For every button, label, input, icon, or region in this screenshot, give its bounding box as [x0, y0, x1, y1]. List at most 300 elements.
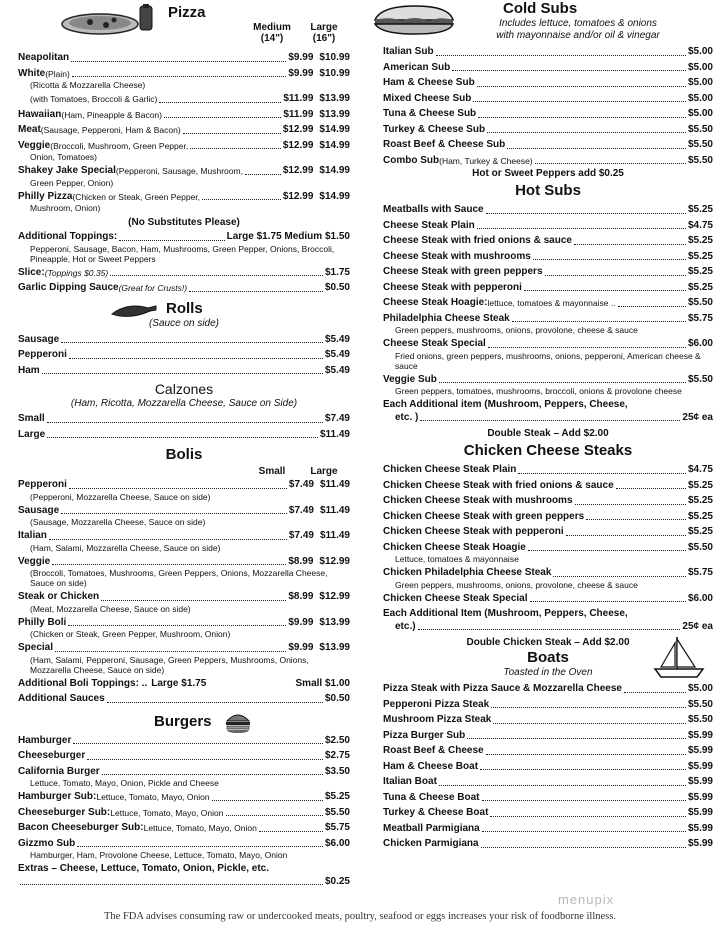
item-price-large: $11.49: [319, 530, 350, 541]
garlic-price: $0.50: [324, 282, 350, 293]
item-line: [18, 334, 350, 347]
boat-row: [383, 792, 713, 805]
leader-dots: [202, 199, 281, 200]
bolis-list: [18, 479, 350, 675]
burgers-header: [18, 709, 350, 733]
item-price: $5.75: [324, 822, 350, 833]
boli-row: [18, 479, 350, 502]
cold-subs-subtitle-2: with mayonnaise and/or oil & vinegar: [496, 30, 660, 41]
boli-row: [18, 642, 350, 675]
item-price-large: $12.99: [319, 591, 350, 602]
item-desc: (Broccoli, Mushroom, Green Pepper,: [50, 140, 189, 151]
item-line: [18, 505, 350, 518]
item-name: Chicken Cheese Steak Hoagie: [383, 541, 526, 553]
item-line: [18, 349, 350, 362]
boat-row: [383, 699, 713, 712]
item-price-small: $7.49: [288, 504, 314, 516]
item-line: [383, 220, 713, 233]
leader-dots: [574, 244, 686, 245]
item-name: Chicken Cheese Steak with pepperoni: [383, 526, 564, 537]
boli-row: [18, 591, 350, 614]
leader-dots: [259, 831, 323, 832]
item-name: Gizzmo Sub: [18, 837, 76, 849]
item-line: [18, 791, 350, 804]
leader-dots: [190, 148, 281, 149]
item-price: $5.25: [687, 204, 713, 215]
leader-dots: [486, 754, 686, 755]
item-price: $5.25: [687, 235, 713, 246]
item-name: Cheese Steak with green peppers: [383, 266, 543, 277]
calzones-title: Calzones: [154, 381, 214, 397]
item-line: [383, 46, 713, 59]
boli-toppings-small: Small $1.00: [295, 677, 350, 689]
leader-dots: [436, 55, 686, 56]
boat-row: [383, 838, 713, 851]
slice-label: Slice:: [18, 266, 45, 278]
burger-row: [18, 750, 350, 763]
item-price: $3.50: [324, 765, 350, 777]
leader-dots: [102, 774, 323, 775]
item-name: Ham & Cheese Sub: [383, 77, 475, 88]
slice-item: [18, 267, 350, 280]
chicken-row: [383, 480, 713, 493]
item-line: [18, 822, 350, 835]
leader-dots: [183, 133, 281, 134]
extras-price: $0.25: [324, 875, 350, 887]
item-desc: (Chicken or Steak, Green Pepper,: [72, 191, 201, 202]
item-line: [383, 495, 713, 508]
leader-dots: [87, 759, 323, 760]
item-line: [383, 745, 713, 758]
item-line: [383, 542, 713, 555]
leader-dots: [452, 70, 686, 71]
leader-dots: [528, 550, 686, 551]
chicken-additional-line2: etc.): [395, 620, 416, 632]
cold-sub-row: [383, 77, 713, 90]
item-line: [383, 108, 713, 121]
item-name: Italian Boat: [383, 776, 437, 787]
item-name: Cheese Steak with mushrooms: [383, 250, 531, 262]
bolis-col-large: Large: [310, 466, 338, 477]
burger-row: [18, 838, 350, 861]
garlic-item: [18, 282, 350, 295]
item-price-large: $14.99: [319, 165, 350, 176]
leader-dots: [71, 61, 286, 62]
item-price: $5.50: [687, 373, 713, 385]
leader-dots: [545, 275, 686, 276]
item-price: $5.99: [687, 807, 713, 818]
calzone-row: [18, 413, 350, 426]
leader-dots: [518, 473, 686, 474]
left-column: [18, 0, 350, 891]
item-line: [383, 77, 713, 90]
leader-dots: [616, 488, 686, 489]
item-line: [383, 526, 713, 539]
boli-row: [18, 505, 350, 528]
item-line: [18, 68, 350, 81]
item-name: Chicken Cheese Steak Special: [383, 592, 528, 604]
item-name: Large: [18, 428, 46, 440]
item-name: Hawaiian: [18, 108, 62, 120]
item-line: [18, 591, 350, 604]
burger-row: [18, 766, 350, 789]
item-price-small: $9.99: [288, 642, 314, 653]
double-steak-note: Double Steak – Add $2.00: [487, 428, 609, 439]
burger-icon: [224, 711, 252, 733]
leader-dots: [618, 306, 686, 307]
item-name: Meat: [18, 124, 41, 135]
boats-header: [383, 649, 713, 681]
item-name: Tuna & Cheese Boat: [383, 791, 480, 803]
item-price-large: $14.99: [319, 190, 350, 202]
pizza-row: [18, 109, 350, 122]
pizza-icon: [60, 4, 160, 36]
hot-subs-additional: [383, 399, 713, 424]
item-price-large: $13.99: [319, 93, 350, 104]
hot-sub-row: [383, 374, 713, 397]
item-price: $5.25: [687, 281, 713, 293]
item-price-medium: $12.99: [282, 139, 314, 151]
item-price-small: $9.99: [288, 616, 314, 628]
leader-dots: [439, 785, 686, 786]
item-price: $5.50: [687, 541, 713, 553]
bolis-col-small: Small: [258, 466, 286, 477]
extras-label: Extras – Cheese, Lettuce, Tomato, Onion, Pickle, etc.: [18, 863, 270, 874]
pizza-col-medium-size: (14"): [260, 33, 284, 44]
item-line: [383, 730, 713, 743]
chicken-additional-price: 25¢ ea: [682, 620, 713, 632]
boat-row: [383, 683, 713, 696]
slice-price: $1.75: [324, 266, 350, 278]
item-price: $5.00: [687, 46, 713, 57]
leader-dots: [77, 846, 323, 847]
item-price: $5.00: [687, 92, 713, 104]
item-name: Hamburger: [18, 734, 72, 746]
boat-row: [383, 761, 713, 774]
pizza-title: Pizza: [168, 4, 206, 21]
item-detail: (Ham, Salami, Mozzarella Cheese, Sauce on side): [30, 542, 221, 553]
item-name: Meatballs with Sauce: [383, 204, 484, 215]
hot-subs-additional-line2: etc. ): [395, 411, 419, 423]
leader-dots: [482, 800, 686, 801]
leader-dots: [482, 831, 686, 832]
leader-dots: [624, 692, 686, 693]
item-line: [383, 464, 713, 477]
item-name: Combo Sub: [383, 154, 440, 166]
chicken-row: [383, 542, 713, 565]
item-price: $11.49: [319, 428, 350, 440]
roll-row: [18, 365, 350, 378]
item-name: Cheeseburger Sub:: [18, 806, 111, 818]
item-name: Veggie: [18, 555, 51, 567]
item-line: [18, 429, 350, 442]
item-desc: (Sausage, Pepperoni, Ham & Bacon): [40, 125, 181, 135]
item-desc: (Pepperoni, Sausage, Mushroom,: [115, 166, 243, 176]
item-line: [383, 155, 713, 168]
item-price-small: $8.99: [288, 591, 314, 602]
item-price: $5.50: [687, 154, 713, 166]
no-substitutes-note: (No Substitutes Please): [128, 217, 240, 228]
item-line: [383, 807, 713, 820]
boli-sauces: [18, 693, 350, 706]
item-price-large: $13.99: [319, 108, 350, 120]
item-line: [18, 109, 350, 122]
leader-dots: [535, 163, 686, 164]
cold-subs-title: Cold Subs: [503, 0, 578, 17]
item-line: [383, 62, 713, 75]
leader-dots: [491, 707, 686, 708]
hot-sub-row: [383, 297, 713, 310]
item-price: $5.25: [687, 250, 713, 262]
item-price: $5.50: [324, 806, 350, 818]
item-price-large: $12.99: [319, 555, 350, 567]
leader-dots: [119, 240, 224, 241]
calzones-subtitle: (Ham, Ricotta, Mozzarella Cheese, Sauce on Side): [70, 398, 298, 409]
pizza-list: [18, 52, 350, 213]
burger-row: [18, 807, 350, 820]
leader-dots: [533, 259, 686, 260]
item-detail: (Broccoli, Tomatoes, Mushrooms, Green Peppers, Onions, Mozzarella Cheese, Sauce on side): [30, 568, 328, 588]
peppers-note: Hot or Sweet Peppers add $0.25: [472, 168, 624, 179]
item-price: $5.99: [687, 791, 713, 803]
chicken-additional-line1: Each Additional Item (Mushroom, Peppers, Cheese,: [383, 608, 628, 619]
leader-dots: [467, 738, 686, 739]
item-name: Cheese Steak with pepperoni: [383, 281, 522, 293]
item-desc: Lettuce, Tomato, Mayo, Onion: [143, 823, 257, 833]
item-line: [383, 313, 713, 326]
boli-row: [18, 556, 350, 589]
item-line: [383, 776, 713, 789]
item-name: Veggie Sub: [383, 373, 437, 385]
pizza-row: [18, 124, 350, 137]
item-name: Ham & Cheese Boat: [383, 760, 479, 772]
leader-dots: [566, 535, 686, 536]
item-price: $5.25: [687, 510, 713, 522]
leader-dots: [487, 132, 686, 133]
item-price-medium: $12.99: [282, 124, 314, 135]
pizza-col-large-label: Large: [310, 22, 338, 33]
chicken-row: [383, 526, 713, 539]
boli-toppings: [18, 678, 350, 691]
item-line: [383, 480, 713, 493]
boat-row: [383, 807, 713, 820]
item-detail: Green peppers, mushrooms, onions, provolone, cheese & sauce: [395, 325, 638, 335]
chicken-row: [383, 495, 713, 508]
item-desc: (Ham, Turkey & Cheese): [439, 155, 533, 166]
boli-row: [18, 530, 350, 553]
item-price: $5.75: [687, 312, 713, 324]
item-line: [18, 766, 350, 779]
boat-row: [383, 776, 713, 789]
item-name: Veggie: [18, 139, 51, 151]
item-price: $2.50: [324, 734, 350, 746]
hot-sub-row: [383, 235, 713, 248]
pizza-toppings-prices: Large $1.75 Medium $1.50: [226, 231, 350, 242]
item-price: $5.25: [324, 791, 350, 802]
item-line: [18, 140, 350, 153]
item-name: Mushroom Pizza Steak: [383, 714, 492, 725]
leader-dots: [488, 347, 686, 348]
leader-dots: [110, 275, 323, 276]
hot-sub-row: [383, 204, 713, 217]
burgers-list: [18, 735, 350, 861]
item-line: [18, 807, 350, 820]
item-price: $5.99: [687, 838, 713, 849]
roll-row: [18, 349, 350, 362]
leader-dots: [507, 148, 686, 149]
item-name: Philadelphia Cheese Steak: [383, 312, 510, 324]
item-price-small: $8.99: [288, 555, 314, 567]
item-line: [18, 165, 350, 178]
item-price: $5.25: [687, 266, 713, 277]
hot-sub-row: [383, 251, 713, 264]
garlic-label: Garlic Dipping Sauce: [18, 282, 119, 293]
item-price: $5.75: [687, 567, 713, 578]
cold-subs-header: [383, 0, 713, 44]
item-line: [383, 823, 713, 836]
item-line: [18, 191, 350, 204]
leader-dots: [586, 519, 686, 520]
item-line: [18, 479, 350, 492]
boli-toppings-large: Large $1.75: [151, 677, 207, 689]
item-detail: (Ricotta & Mozzarella Cheese): [30, 80, 146, 90]
pizza-toppings-detail: Pepperoni, Sausage, Bacon, Ham, Mushrooms, Green Pepper, Onions, Broccoli, Pineapple, Hot or Sweet Peppers: [30, 243, 335, 264]
hot-sub-row: [383, 282, 713, 295]
leader-dots: [512, 321, 686, 322]
pizza-row: [18, 68, 350, 91]
leader-dots: [47, 422, 323, 423]
hot-subs-title: Hot Subs: [515, 182, 581, 199]
item-price: $4.75: [687, 219, 713, 231]
item-price: $5.99: [687, 729, 713, 741]
bolis-col-header: [18, 466, 350, 477]
leader-dots: [159, 102, 281, 103]
item-name: Chicken Cheese Steak with mushrooms: [383, 495, 573, 506]
item-price: $5.49: [324, 364, 350, 376]
item-price: $5.00: [687, 683, 713, 694]
extras-item: [18, 863, 350, 888]
item-price: $5.00: [687, 77, 713, 88]
item-name: Italian: [18, 530, 47, 541]
item-line: [383, 266, 713, 279]
burger-row: [18, 822, 350, 835]
item-detail: Lettuce, Tomato, Mayo, Onion, Pickle and Cheese: [30, 778, 219, 788]
item-price: $5.50: [687, 714, 713, 725]
item-price-large: $11.49: [319, 479, 350, 490]
rolls-title: Rolls: [166, 299, 203, 317]
rolls-list: [18, 334, 350, 378]
boat-row: [383, 745, 713, 758]
item-price: $6.00: [687, 338, 713, 349]
leader-dots: [480, 769, 686, 770]
boli-sauces-price: $0.50: [324, 693, 350, 704]
leader-dots: [439, 382, 686, 383]
item-detail: (Pepperoni, Mozzarella Cheese, Sauce on side): [30, 491, 211, 502]
item-name: Pepperoni: [18, 479, 67, 490]
cold-sub-row: [383, 62, 713, 75]
leader-dots: [52, 564, 286, 565]
item-desc: lettuce, tomatoes & mayonnaise ..: [487, 298, 616, 308]
item-price: $4.75: [687, 464, 713, 475]
item-name: Shakey Jake Special: [18, 165, 116, 176]
item-desc: Lettuce, Tomato, Mayo, Onion: [96, 792, 210, 802]
hot-sub-row: [383, 313, 713, 336]
cold-sub-row: [383, 46, 713, 59]
item-line: [383, 338, 713, 351]
leader-dots: [69, 358, 323, 359]
item-price-large: $11.49: [319, 504, 350, 516]
item-detail: Hamburger, Ham, Provolone Cheese, Lettuce, Tomato, Mayo, Onion: [30, 850, 288, 860]
boat-row: [383, 823, 713, 836]
item-name: Meatball Parmigiana: [383, 822, 480, 834]
boats-title: Boats: [527, 649, 569, 666]
item-price: $5.25: [687, 479, 713, 491]
cold-sub-row: [383, 108, 713, 121]
item-name: Special: [18, 642, 54, 653]
item-line: [18, 124, 350, 137]
item-price-large: $13.99: [319, 616, 350, 628]
item-price: $5.25: [687, 526, 713, 537]
pizza-col-large: [298, 22, 350, 44]
leader-dots: [473, 101, 686, 102]
item-name: California Burger: [18, 765, 100, 777]
item-price-large: $13.99: [319, 642, 350, 653]
item-line: [383, 124, 713, 137]
item-price-medium: $9.99: [288, 52, 314, 63]
item-detail: (Meat, Mozzarella Cheese, Sauce on side): [30, 603, 191, 614]
item-name: Bacon Cheeseburger Sub:: [18, 822, 144, 833]
leader-dots: [481, 847, 686, 848]
item-line: [18, 838, 350, 851]
pizza-header: [18, 0, 350, 44]
item-line: [383, 567, 713, 580]
item-name: Steak or Chicken: [18, 591, 100, 602]
roll-row: [18, 334, 350, 347]
item-line: [18, 413, 350, 426]
leader-dots: [164, 117, 281, 118]
leader-dots: [477, 228, 686, 229]
item-name: Ham: [18, 364, 40, 376]
leader-dots: [530, 601, 686, 602]
hot-sub-row: [383, 338, 713, 371]
item-price: $7.49: [324, 413, 350, 424]
item-name: Chicken Parmigiana: [383, 838, 479, 849]
item-name: Chicken Cheese Steak with fried onions & sauce: [383, 479, 614, 491]
item-price-small: $7.49: [288, 479, 314, 490]
chicken-title: Chicken Cheese Steaks: [463, 442, 633, 459]
burgers-title: Burgers: [154, 712, 212, 730]
item-line: [383, 282, 713, 295]
item-line: [18, 530, 350, 543]
leader-dots: [493, 723, 686, 724]
item-detail: Fried onions, green peppers, mushrooms, onions, pepperoni, American cheese & sauce: [395, 350, 701, 371]
item-line: [383, 139, 713, 152]
item-name: Cheese Steak Plain: [383, 219, 475, 231]
right-column: [383, 0, 713, 854]
rolls-subtitle: (Sauce on side): [148, 317, 220, 329]
item-detail: (Sausage, Mozzarella Cheese, Sauce on side): [30, 517, 206, 527]
item-detail: Lettuce, tomatoes & mayonnaise: [395, 554, 519, 564]
item-price: $5.50: [687, 139, 713, 150]
item-name: Italian Sub: [383, 46, 434, 57]
boats-list: [383, 683, 713, 851]
item-line: [383, 93, 713, 106]
hot-sub-row: [383, 266, 713, 279]
item-name: Cheese Steak with fried onions & sauce: [383, 235, 572, 246]
item-price: $6.00: [324, 837, 350, 849]
leader-dots: [20, 884, 323, 885]
cold-subs-list: [383, 46, 713, 167]
